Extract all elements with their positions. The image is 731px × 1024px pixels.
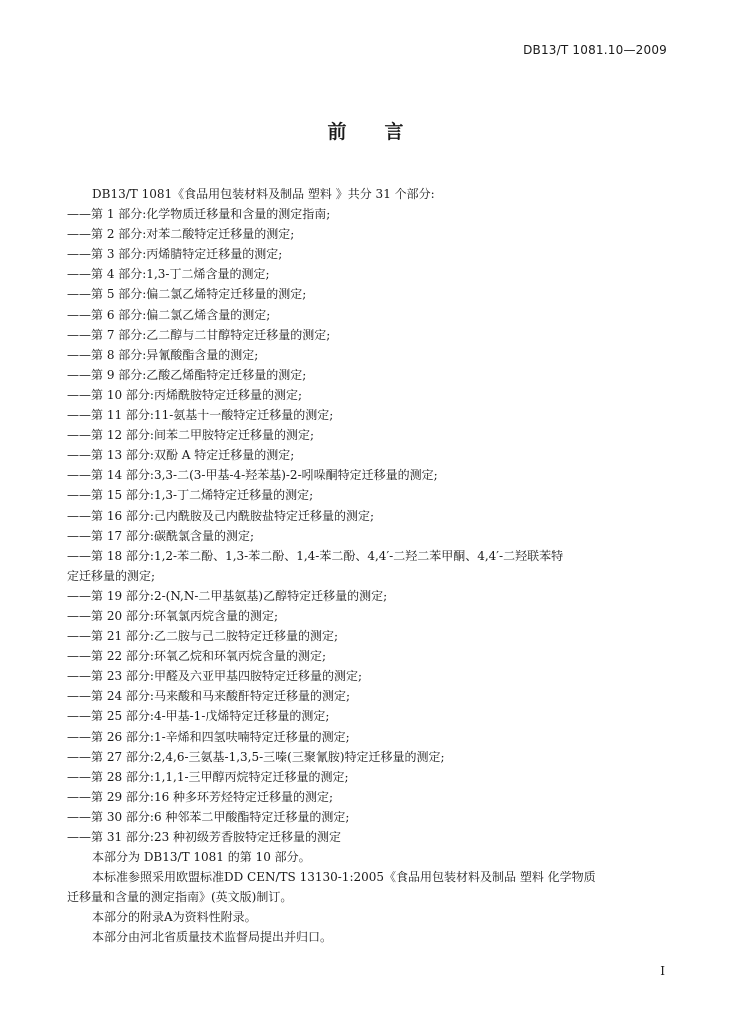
part-item-29: ——第 29 部分:16 种多环芳烃特定迁移量的测定;: [67, 789, 334, 804]
foreword-body: [67, 184, 682, 948]
part-item-18-continued: 定迁移量的测定;: [67, 568, 156, 583]
part-item-4: ——第 4 部分:1,3-丁二烯含量的测定;: [67, 267, 270, 282]
note-reference-standard: 本标准参照采用欧盟标准DD CEN/TS 13130-1:2005《食品用包装材料及制品 塑料 化学物质: [92, 870, 596, 885]
intro-line: DB13/T 1081《食品用包装材料及制品 塑料 》共分 31 个部分:: [92, 187, 435, 201]
part-item-7: ——第 7 部分:乙二醇与二甘醇特定迁移量的测定;: [67, 327, 331, 342]
note-appendix: 本部分的附录A为资料性附录。: [92, 910, 257, 925]
part-item-9: ——第 9 部分:乙酸乙烯酯特定迁移量的测定;: [67, 367, 307, 382]
part-item-3: ——第 3 部分:丙烯腈特定迁移量的测定;: [67, 247, 283, 262]
part-item-14: ——第 14 部分:3,3-二(3-甲基-4-羟苯基)-2-吲哚酮特定迁移量的测定;: [67, 468, 438, 483]
part-item-20: ——第 20 部分:环氧氯丙烷含量的测定;: [67, 608, 278, 623]
part-item-23: ——第 23 部分:甲醛及六亚甲基四胺特定迁移量的测定;: [67, 669, 362, 684]
part-item-25: ——第 25 部分:4-甲基-1-戊烯特定迁移量的测定;: [67, 709, 330, 724]
part-item-19: ——第 19 部分:2-(N,N-二甲基氨基)乙醇特定迁移量的测定;: [67, 588, 388, 603]
note-reference-standard-continued: 迁移量和含量的测定指南》(英文版)制订。: [67, 890, 293, 905]
part-item-30: ——第 30 部分:6 种邻苯二甲酸酯特定迁移量的测定;: [67, 809, 350, 824]
part-item-24: ——第 24 部分:马来酸和马来酸酐特定迁移量的测定;: [67, 689, 350, 704]
page-title: 前言: [327, 121, 442, 143]
part-item-5: ——第 5 部分:偏二氯乙烯特定迁移量的测定;: [67, 287, 307, 302]
part-item-2: ——第 2 部分:对苯二酸特定迁移量的测定;: [67, 227, 295, 242]
part-item-26: ——第 26 部分:1-辛烯和四氢呋喃特定迁移量的测定;: [67, 729, 350, 744]
part-item-28: ——第 28 部分:1,1,1-三甲醇丙烷特定迁移量的测定;: [67, 769, 349, 784]
part-item-10: ——第 10 部分:丙烯酰胺特定迁移量的测定;: [67, 387, 302, 402]
part-item-13: ——第 13 部分:双酚 A 特定迁移量的测定;: [67, 448, 295, 463]
note-proposer: 本部分由河北省质量技术监督局提出并归口。: [92, 930, 333, 945]
page-number: I: [660, 964, 665, 978]
part-item-12: ——第 12 部分:间苯二甲胺特定迁移量的测定;: [67, 428, 314, 443]
part-item-1: ——第 1 部分:化学物质迁移量和含量的测定指南;: [67, 207, 331, 222]
part-item-27: ——第 27 部分:2,4,6-三氨基-1,3,5-三嗪(三聚氰胺)特定迁移量的测定;: [67, 749, 445, 764]
part-item-16: ——第 16 部分:己内酰胺及己内酰胺盐特定迁移量的测定;: [67, 508, 374, 523]
part-item-11: ——第 11 部分:11-氨基十一酸特定迁移量的测定;: [67, 408, 334, 423]
part-item-22: ——第 22 部分:环氧乙烷和环氧丙烷含量的测定;: [67, 649, 326, 664]
part-item-18: ——第 18 部分:1,2-苯二酚、1,3-苯二酚、1,4-苯二酚、4,4′-二羟二苯甲酮、4,4′-二羟联苯特: [67, 548, 564, 563]
part-item-8: ——第 8 部分:异氰酸酯含量的测定;: [67, 347, 259, 362]
document-code: DB13/T 1081.10—2009: [523, 43, 667, 57]
part-item-6: ——第 6 部分:偏二氯乙烯含量的测定;: [67, 307, 271, 322]
part-item-15: ——第 15 部分:1,3-丁二烯特定迁移量的测定;: [67, 488, 314, 503]
part-item-21: ——第 21 部分:乙二胺与己二胺特定迁移量的测定;: [67, 629, 338, 644]
note-part-number: 本部分为 DB13/T 1081 的第 10 部分。: [92, 850, 311, 865]
part-item-31: ——第 31 部分:23 种初级芳香胺特定迁移量的测定: [67, 830, 342, 844]
part-item-17: ——第 17 部分:碳酰氯含量的测定;: [67, 528, 254, 543]
